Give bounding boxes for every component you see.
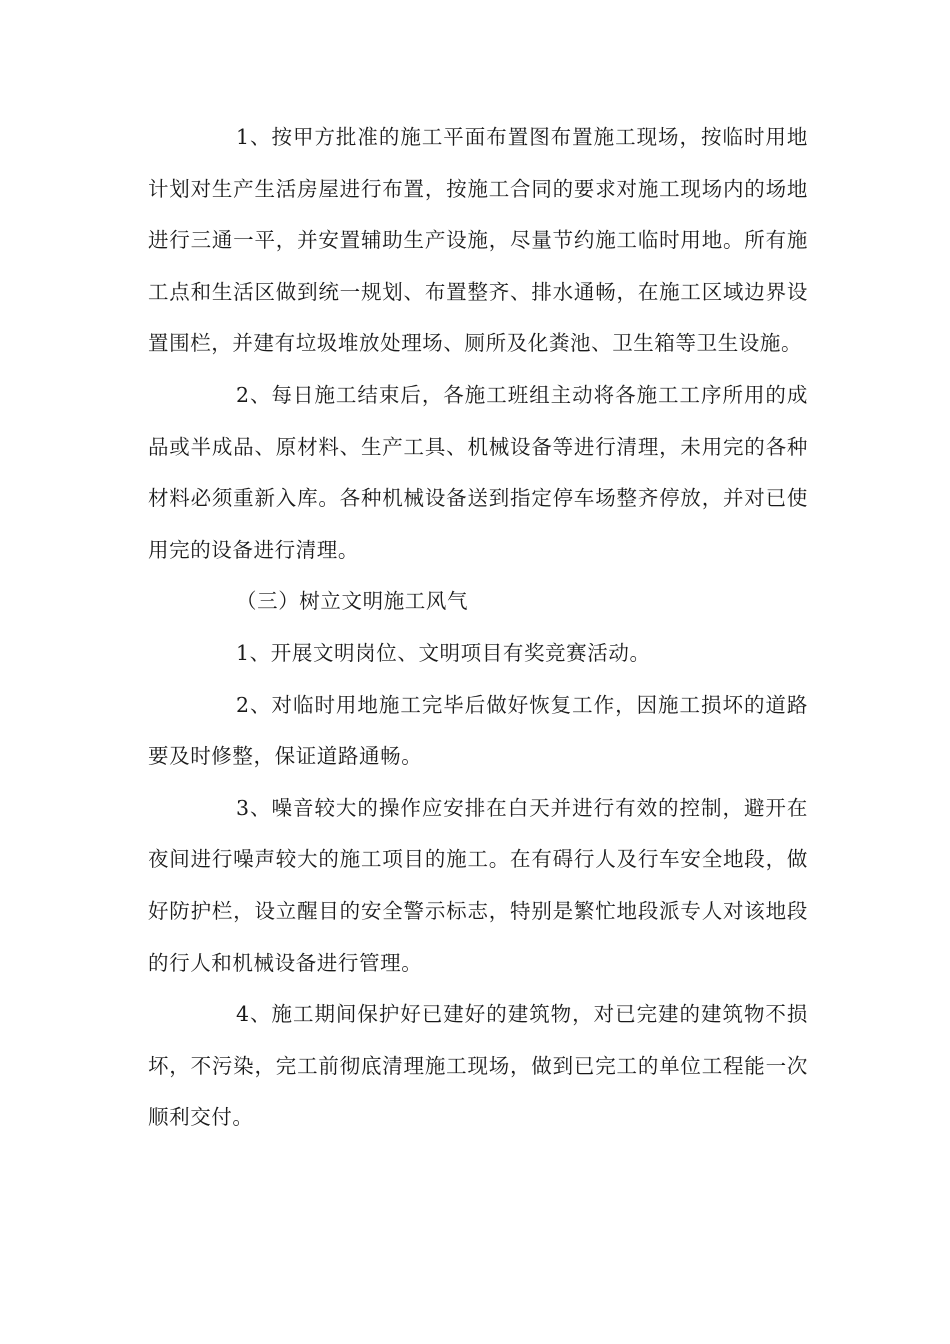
paragraph-land-restoration: 2、对临时用地施工完毕后做好恢复工作，因施工损坏的道路要及时修整，保证道路通畅。 xyxy=(148,692,808,769)
document-body xyxy=(148,112,808,1144)
paragraph-building-protection: 4、施工期间保护好已建好的建筑物，对已完建的建筑物不损坏，不污染，完工前彻底清理施工现场，做到已完工的单位工程能一次顺利交付。 xyxy=(148,1002,808,1130)
paragraph-competition: 1、开展文明岗位、文明项目有奖竞赛活动。 xyxy=(236,640,651,665)
section-heading-civilized-construction: （三）树立文明施工风气 xyxy=(236,589,469,614)
paragraph-site-layout: 1、按甲方批准的施工平面布置图布置施工现场，按临时用地计划对生产生活房屋进行布置，按施工合同的要求对施工现场内的场地进行三通一平，并安置辅助生产设施，尽量节约施工临时用地。所有施工点和生活区做到统一规划、布置整齐、排水通畅，在施工区域边界设置围栏，并建有垃圾堆放处理场、厕所及化粪池、卫生箱等卫生设施。 xyxy=(148,125,808,356)
paragraph-daily-cleanup: 2、每日施工结束后，各施工班组主动将各施工工序所用的成品或半成品、原材料、生产工具、机械设备等进行清理，未用完的各种材料必须重新入库。各种机械设备送到指定停车场整齐停放，并对已使用完的设备进行清理。 xyxy=(148,382,808,562)
paragraph-noise-control: 3、噪音较大的操作应安排在白天并进行有效的控制，避开在夜间进行噪声较大的施工项目的施工。在有碍行人及行车安全地段，做好防护栏，设立醒目的安全警示标志，特别是繁忙地段派专人对该地段的行人和机械设备进行管理。 xyxy=(148,795,808,975)
